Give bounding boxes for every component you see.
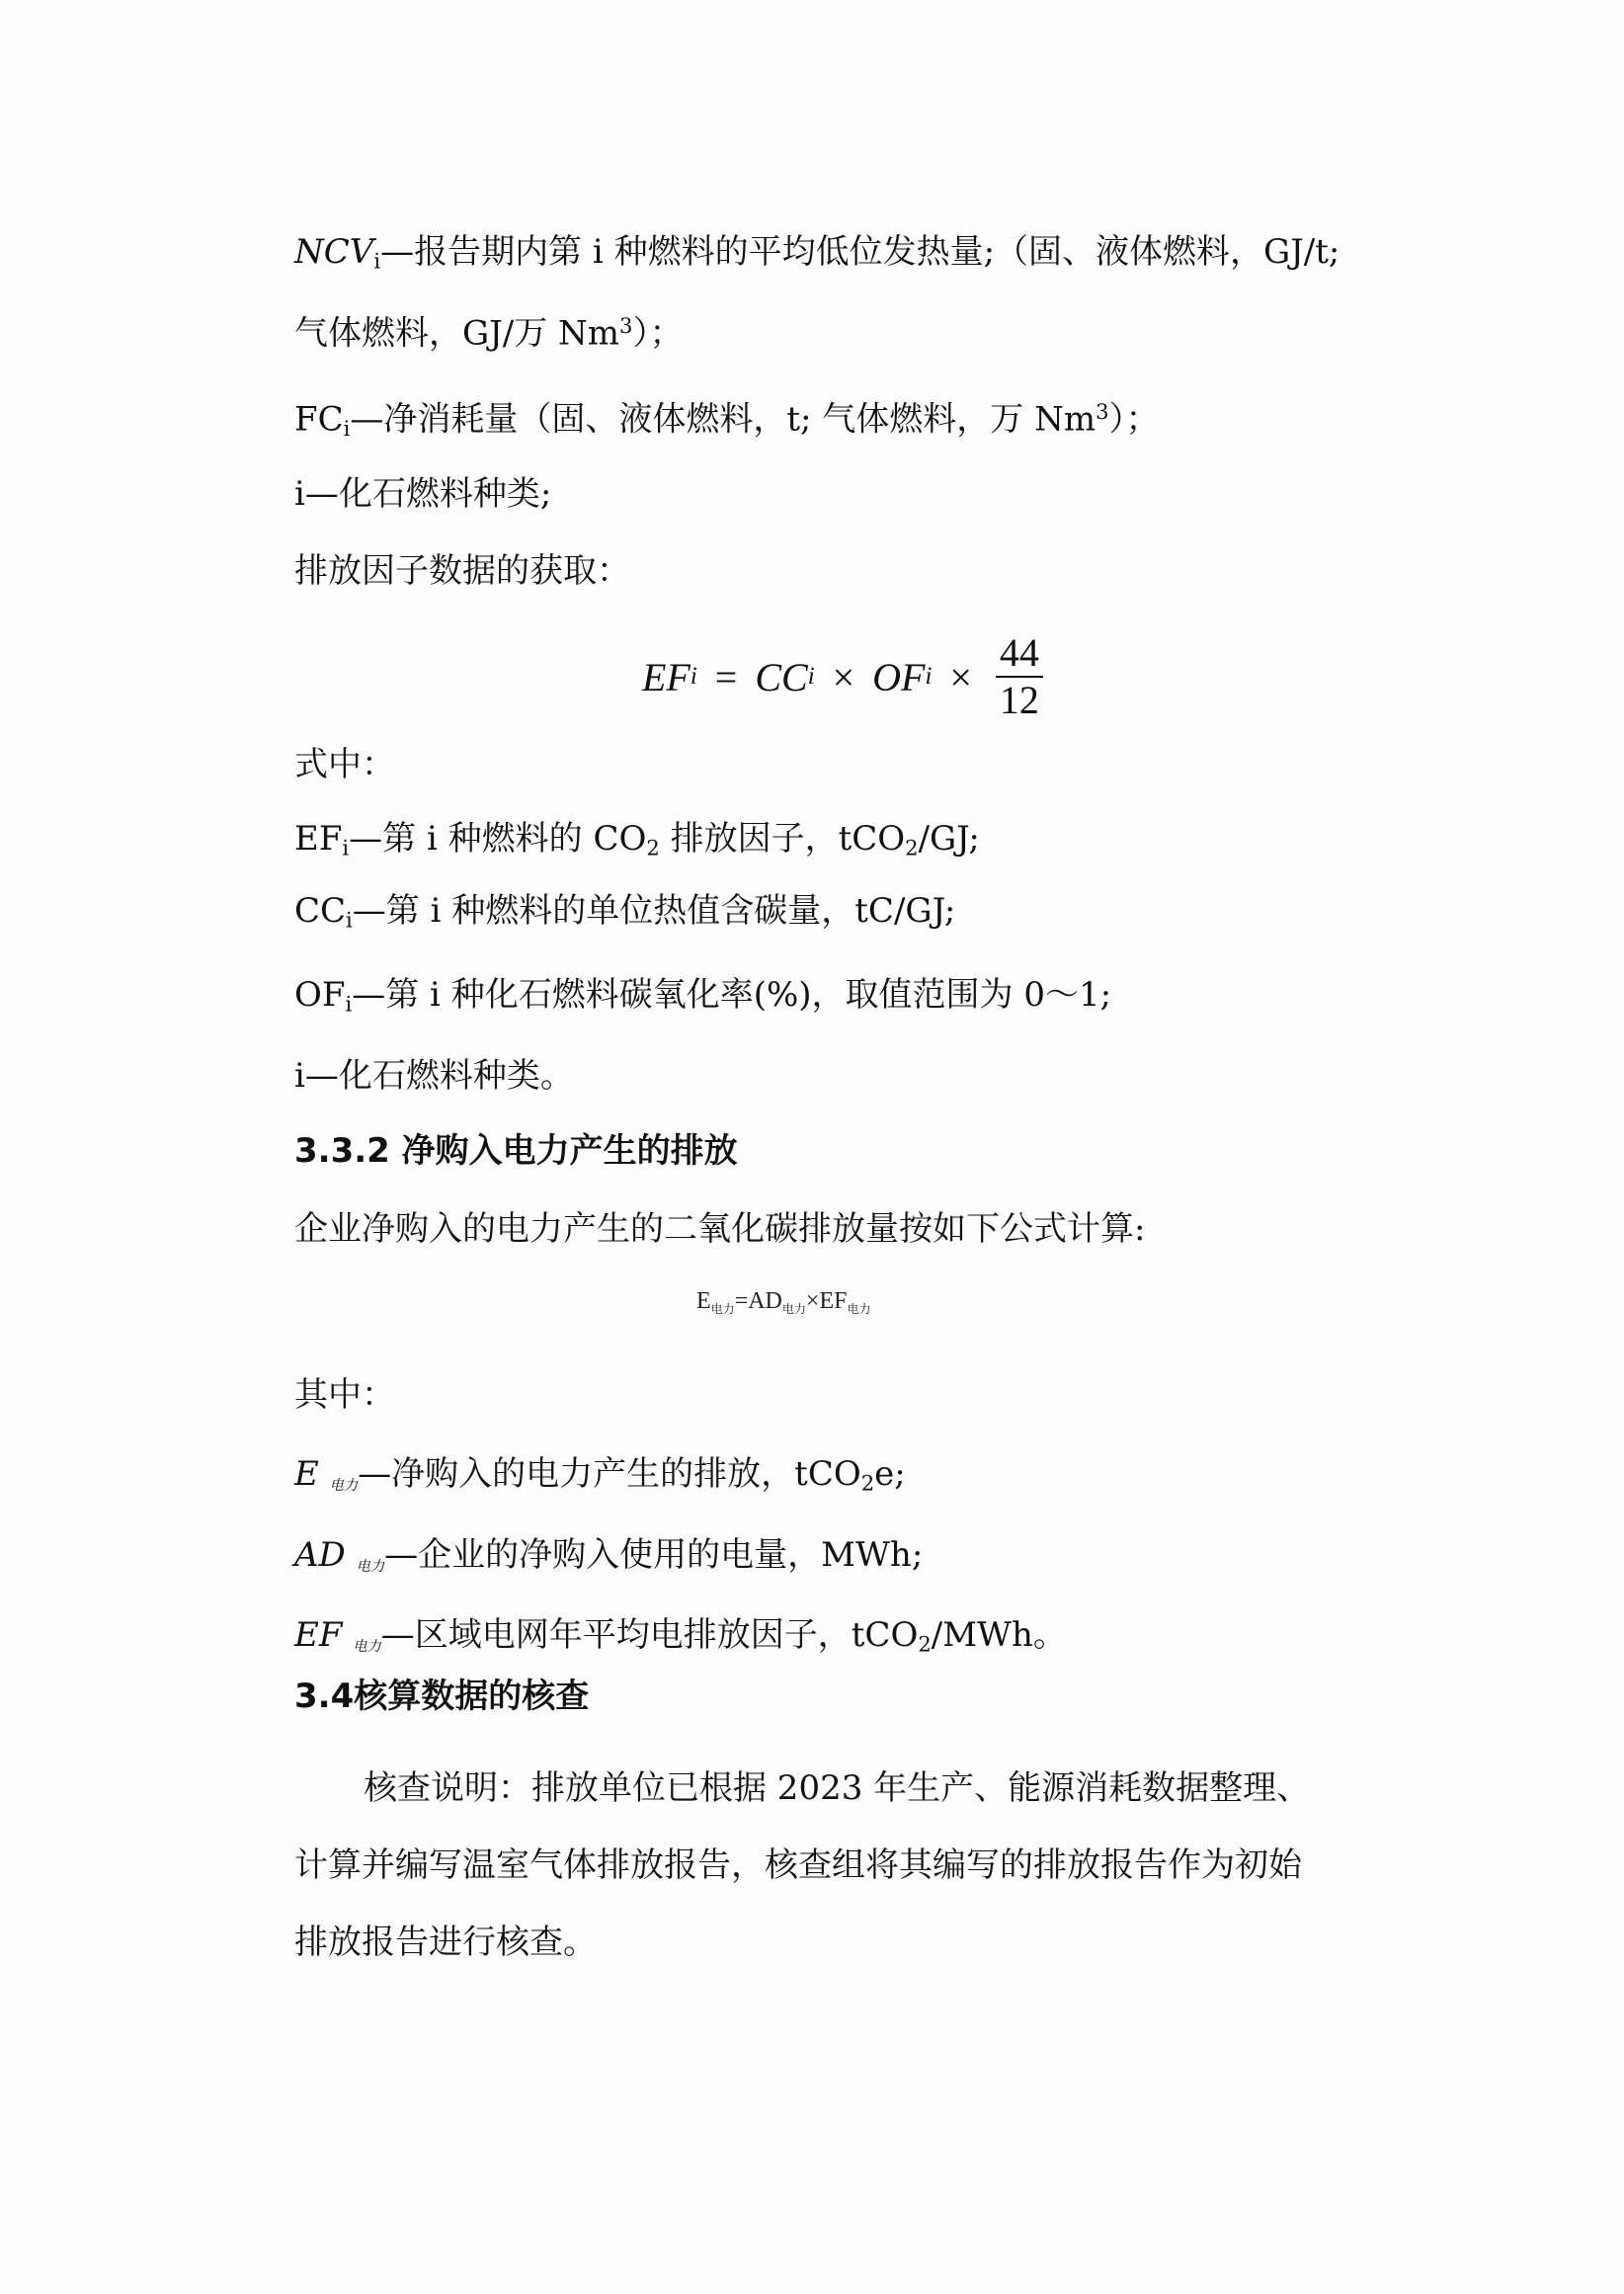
ad-electricity-definition: AD 电力—企业的净购入使用的电量，MWh; bbox=[294, 1535, 924, 1575]
fc-definition: $FC_i—$净消耗量（固、液体燃料，t; 气体燃料，万 Nm$^3$）； bbox=[294, 399, 1160, 441]
cc-definition: $CC_i—$第 i 种燃料的单位热值含碳量，tC/GJ; bbox=[294, 891, 956, 933]
ncv-symbol: NCV bbox=[294, 232, 374, 272]
verification-paragraph-line-3: 排放报告进行核查。 bbox=[294, 1923, 597, 1962]
section-heading-3-3-2: 3.3.2 净购入电力产生的排放 bbox=[294, 1131, 738, 1171]
ncv-text: —报告期内第 i 种燃料的平均低位发热量;（固、液体燃料，GJ/t; bbox=[380, 232, 1340, 272]
verification-paragraph-line-1: 核查说明：排放单位已根据 2023 年生产、能源消耗数据整理、 bbox=[364, 1768, 1311, 1808]
ncv-subscript: i bbox=[373, 248, 381, 274]
fc-symbol: FC bbox=[294, 399, 344, 440]
emission-factor-formula: EF i = CC i × OF i × $\frac{44}{12}$ bbox=[642, 622, 1043, 731]
where-label-2: 其中： bbox=[294, 1375, 395, 1415]
verification-paragraph-line-2: 计算并编写温室气体排放报告，核查组将其编写的排放报告作为初始 bbox=[294, 1845, 1302, 1885]
ef-definition: $EF_i—$第 i 种燃料的 $CO_2$ 排放因子，tCO$_2$/GJ; bbox=[294, 819, 980, 860]
emission-factor-intro: 排放因子数据的获取： bbox=[294, 551, 630, 591]
electricity-intro: 企业净购入的电力产生的二氧化碳排放量按如下公式计算: bbox=[294, 1209, 1146, 1249]
fuel-type-definition-2: i—化石燃料种类。 bbox=[294, 1056, 574, 1096]
of-definition: $OF_i—$第 i 种化石燃料碳氧化率(%)，取值范围为 0～1; bbox=[294, 975, 1112, 1017]
ef-electricity-definition: EF 电力—区域电网年平均电排放因子，tCO$_2$/MWh。 bbox=[294, 1615, 1067, 1657]
ncv-definition-continued: 气体燃料，GJ/万 Nm$^3$）； bbox=[294, 313, 684, 354]
section-heading-3-4: 3.4核算数据的核查 bbox=[294, 1677, 590, 1716]
electricity-formula: $E_{电力}=AD_{电力}\times EF_{电力}$ bbox=[696, 1288, 871, 1316]
e-electricity-definition: E 电力—净购入的电力产生的排放，tCO$_2$e; bbox=[294, 1454, 906, 1496]
fraction-44-12: $\frac{44}{12}$ bbox=[996, 630, 1043, 723]
fuel-type-definition: i—化石燃料种类; bbox=[294, 474, 552, 514]
where-label-1: 式中： bbox=[294, 745, 395, 784]
ncv-definition bbox=[294, 230, 1340, 283]
